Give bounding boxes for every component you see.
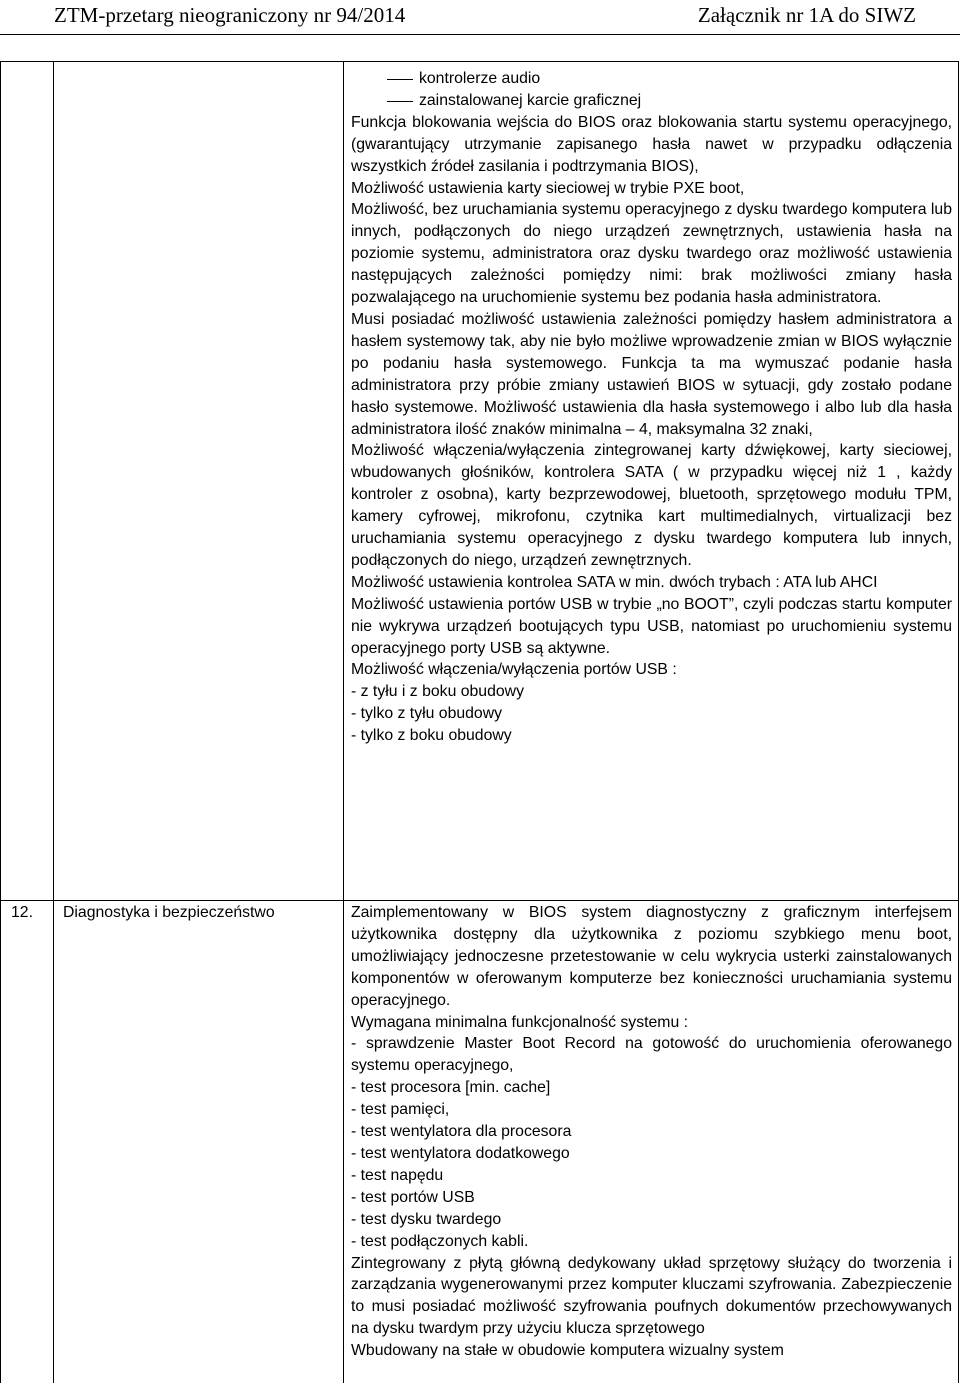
list-item: - test podłączonych kabli. bbox=[351, 1232, 529, 1250]
list-item: - test portów USB bbox=[351, 1188, 475, 1206]
header-attachment-label: Załącznik nr 1A do SIWZ bbox=[697, 3, 916, 27]
table-row-divider bbox=[1, 900, 958, 901]
tpm-paragraph: Zintegrowany z płytą główną dedykowany układ sprzętowy służący do tworzenia i zarządzania wygenerowanymi przez komputer kluczami szyfrowania. Zabezpieczenie to musi posiadać możliwość szyfrowania poufnych dokumentów przechowywanych na dysku twardym przy użyciu klucza sprzętowego bbox=[351, 1254, 952, 1338]
usb-toggle-paragraph: Możliwość włączenia/wyłączenia portów USB : bbox=[351, 661, 677, 679]
system-password-paragraph: Możliwość, bez uruchamiania systemu operacyjnego z dysku twardego komputera lub innych, podłączonych do niego urządzeń zewnętrznych, ustawienia hasła na poziomie systemu, administratora oraz dysku twardego oraz możliwość ustawienia następujących zależności pomiędzy nimi: brak możliwości zmiany hasła pozwalającego na uruchomienie systemu bez podania hasła administratora. bbox=[351, 201, 952, 307]
row-number: 12. bbox=[11, 904, 33, 921]
mbr-check-item: - sprawdzenie Master Boot Record na gotowość do uruchomienia oferowanego systemu operacyjnego, bbox=[351, 1035, 952, 1075]
pxe-boot-paragraph: Możliwość ustawienia karty sieciowej w trybie PXE boot, bbox=[351, 179, 745, 197]
list-item: - test pamięci, bbox=[351, 1101, 450, 1119]
spec-table bbox=[0, 61, 959, 1383]
intrusion-paragraph: Wbudowany na stałe w obudowie komputera wizualny system bbox=[351, 1342, 784, 1360]
admin-password-paragraph: Musi posiadać możliwość ustawienia zależności pomiędzy hasłem administratora a hasłem systemowy tak, aby nie było możliwe wprowadzenie zmian w BIOS wyłącznie po podaniu hasła systemowego. Funkcja ta ma wymuszać podanie hasła administratora przy próbie zmiany ustawień BIOS w sytuacji, gdy zostało podane hasło systemowe. Możliwość ustawienia dla hasła systemowego i albo lub dla hasła administratora ilość znaków minimalna – 4, maksymalna 32 znaki, bbox=[351, 310, 952, 438]
usb-options-list bbox=[351, 681, 952, 747]
page-header bbox=[0, 0, 960, 40]
list-item: kontrolerze audio bbox=[351, 68, 952, 90]
bios-password-paragraph: Funkcja blokowania wejścia do BIOS oraz blokowania startu systemu operacyjnego, (gwarantujący utrzymanie zapisanego hasła nawet w przypadku odłączenia wszystkich źródeł zasilania i podtrzymania BIOS), bbox=[351, 113, 952, 175]
list-item: - test wentylatora dodatkowego bbox=[351, 1144, 570, 1162]
table-column-divider-2 bbox=[343, 62, 344, 1383]
list-item: - test dysku twardego bbox=[351, 1210, 502, 1228]
list-item: zainstalowanej karcie graficznej bbox=[351, 90, 952, 112]
row-title: Diagnostyka i bezpieczeństwo bbox=[63, 904, 275, 921]
list-item: - tylko z tyłu obudowy bbox=[351, 705, 503, 723]
list-item: - z tyłu i z boku obudowy bbox=[351, 683, 524, 701]
header-rule bbox=[0, 34, 960, 35]
list-item: - test napędu bbox=[351, 1166, 444, 1184]
diagnostics-cell bbox=[351, 902, 952, 1362]
table-column-divider-1 bbox=[53, 62, 54, 1383]
list-item: - test wentylatora dla procesora bbox=[351, 1123, 572, 1141]
sata-mode-paragraph: Możliwość ustawienia kontrolea SATA w min. dwóch trybach : ATA lub AHCI bbox=[351, 573, 878, 591]
list-item: - tylko z boku obudowy bbox=[351, 727, 512, 745]
diagnostic-tests-list bbox=[351, 1077, 952, 1252]
usb-noboot-paragraph: Możliwość ustawienia portów USB w trybie „no BOOT”, czyli podczas startu komputer nie wykrywa urządzeń bootujących typu USB, natomiast po uruchomieniu systemu operacyjnego porty USB są aktywne. bbox=[351, 595, 952, 657]
device-toggle-paragraph: Możliwość włączenia/wyłączenia zintegrowanej karty dźwiękowej, karty sieciowej, wbudowanych głośników, kontrolera SATA ( w przypadku więcej niż 1 , każdy kontroler z osobna), karty bezprzewodowej, bluetooth, sprzętowego modułu TPM, kamery cyfrowej, mikrofonu, czytnika kart multimedialnych, virtualizacji bez uruchamiania systemu operacyjnego z dysku twardego komputera lub innych, podłączonych do niego, urządzeń zewnętrznych. bbox=[351, 442, 952, 569]
diagnostics-intro: Zaimplementowany w BIOS system diagnostyczny z graficznym interfejsem użytkownika dostępny dla użytkownika z poziomu szybkiego menu boot, umożliwiający jednoczesne przetestowanie w celu wykrycia usterki zainstalowanych komponentów w oferowanym komputerze bez konieczności uruchamiania systemu operacyjnego. bbox=[351, 904, 952, 1009]
bios-requirements-cell bbox=[351, 68, 952, 747]
list-item: - test procesora [min. cache] bbox=[351, 1079, 551, 1097]
min-functionality-label: Wymagana minimalna funkcjonalność systemu : bbox=[351, 1013, 689, 1031]
header-tender-number: ZTM-przetarg nieograniczony nr 94/2014 bbox=[54, 3, 406, 27]
